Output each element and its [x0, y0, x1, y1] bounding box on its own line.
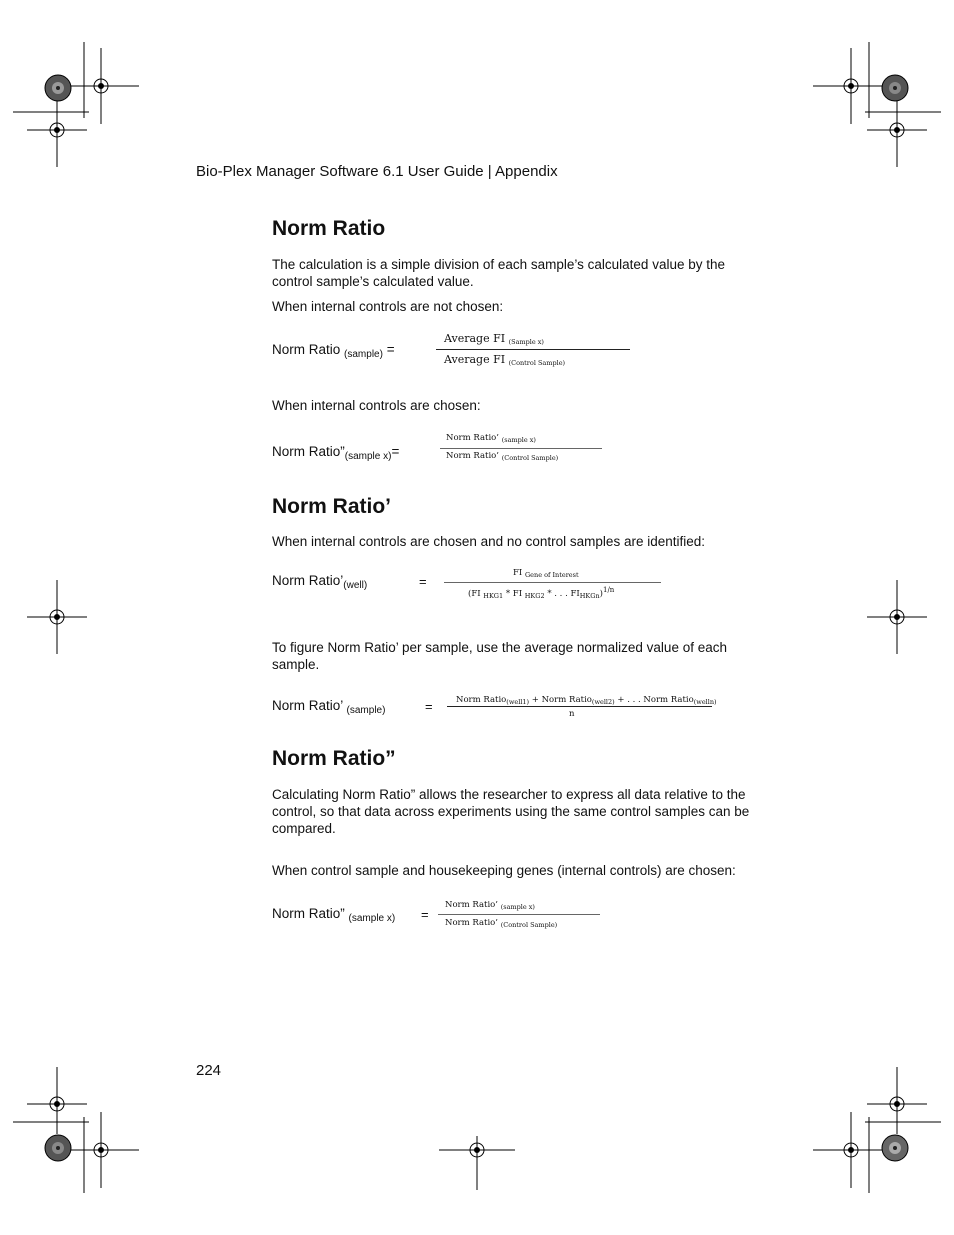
- formula2-label: [272, 444, 399, 462]
- formula1-fraction-bar: [436, 349, 630, 350]
- formula2-den-main: Norm Ratio’: [446, 451, 499, 461]
- formula3-den-exponent: 1/n: [603, 586, 615, 594]
- formula3-label-main: Norm Ratio’: [272, 573, 344, 588]
- formula4-equals: =: [425, 699, 433, 714]
- formula3-den-hkgn: HKGn: [579, 591, 600, 600]
- formula4-label-sub: (sample): [346, 705, 386, 716]
- formula1-den-sub: (Control Sample): [508, 359, 566, 367]
- heading-norm-ratio: Norm Ratio: [272, 217, 386, 240]
- formula4-num-a-sub: (well1): [506, 698, 530, 706]
- norm-ratio-double-intro: Calculating Norm Ratio” allows the researcher to express all data relative to the control, so that data across experiments using the same control samples can be compared.: [272, 787, 750, 836]
- registration-targets: [27, 48, 927, 1190]
- formula2-equals: =: [391, 444, 400, 459]
- formula3-den-fi: FI: [570, 588, 580, 599]
- heading-norm-ratio-prime: Norm Ratio’: [272, 495, 392, 518]
- chosen-text: When internal controls are chosen:: [272, 398, 481, 413]
- formula4-num-a: Norm Ratio: [456, 695, 507, 705]
- formula2-fraction-bar: [440, 448, 602, 449]
- formula1-label-sub: (sample): [344, 349, 383, 360]
- formula3-numerator: [513, 568, 579, 579]
- formula3-num-main: FI: [513, 568, 523, 578]
- formula2-denominator: [446, 451, 558, 462]
- formula3-equals: =: [419, 574, 427, 589]
- formula1-den-main: Average FI: [444, 353, 506, 366]
- formula5-den-main: Norm Ratio’: [445, 918, 498, 928]
- formula3-den-dots: * . . .: [547, 588, 568, 599]
- formula3-den-open: (FI: [468, 588, 481, 599]
- formula3-label-sub: (well): [343, 580, 368, 591]
- formula4-fraction-bar: [447, 706, 712, 707]
- formula1-label-main: Norm Ratio: [272, 342, 341, 357]
- not-chosen-text: When internal controls are not chosen:: [272, 299, 504, 314]
- formula4-numerator: [456, 695, 717, 706]
- formula1-label: [272, 342, 395, 360]
- page-number: 224: [196, 1062, 222, 1079]
- formula2-label-main: Norm Ratio”: [272, 444, 345, 459]
- formula1-num-main: Average FI: [444, 332, 506, 345]
- formula5-label-sub: (sample x): [348, 913, 396, 924]
- formula4-label: [272, 698, 385, 716]
- formula2-num-sub: (sample x): [501, 436, 536, 444]
- norm-ratio-intro: The calculation is a simple division of each sample’s calculated value by the control sample’s calculated value.: [272, 257, 725, 289]
- formula5-equals: =: [421, 907, 429, 922]
- formula5-num-sub: (sample x): [500, 903, 535, 911]
- formula4-label-main: Norm Ratio’: [272, 698, 343, 713]
- formula2-label-sub: (sample x): [344, 451, 392, 462]
- norm-ratio-prime-intro: When internal controls are chosen and no control samples are identified:: [272, 534, 705, 549]
- formula5-num-main: Norm Ratio’: [445, 900, 498, 910]
- formula3-label: [272, 573, 367, 591]
- heading-norm-ratio-double-prime: Norm Ratio”: [272, 747, 396, 770]
- formula1-num-sub: (Sample x): [508, 338, 544, 346]
- formula3-den-hkg1: HKG1: [483, 591, 504, 600]
- formula3-num-sub: Gene of Interest: [524, 571, 579, 579]
- formula1-numerator: [444, 332, 544, 346]
- formula4-num-plus: + Norm Ratio: [531, 695, 592, 705]
- formula4-num-c-sub: (welln): [693, 698, 717, 706]
- formula5-label: [272, 906, 395, 924]
- formula3-den-hkg2: HKG2: [524, 591, 545, 600]
- formula3-denominator: [468, 586, 614, 600]
- formula4-num-b-sub: (well2): [591, 698, 615, 706]
- formula2-num-main: Norm Ratio’: [446, 433, 499, 443]
- running-header: Bio-Plex Manager Software 6.1 User Guide | Appendix: [196, 163, 558, 180]
- formula3-den-times: * FI: [505, 588, 523, 599]
- color-calibration-discs: [45, 75, 908, 1161]
- formula1-equals: =: [386, 342, 395, 357]
- both-chosen-text: When control sample and housekeeping genes (internal controls) are chosen:: [272, 863, 736, 878]
- formula4-denominator: n: [569, 709, 575, 719]
- formula4-num-dots: + . . . Norm Ratio: [617, 695, 694, 705]
- formula5-denominator: [445, 918, 557, 929]
- formula2-den-sub: (Control Sample): [501, 454, 559, 462]
- formula1-denominator: [444, 353, 565, 367]
- formula2-numerator: [446, 433, 536, 444]
- formula5-label-main: Norm Ratio”: [272, 906, 345, 921]
- per-sample-text: To figure Norm Ratio’ per sample, use the average normalized value of each sample.: [272, 640, 727, 672]
- formula5-numerator: [445, 900, 535, 911]
- formula5-den-sub: (Control Sample): [500, 921, 558, 929]
- formula3-den-close: ): [599, 588, 603, 599]
- formula5-fraction-bar: [438, 914, 600, 915]
- formula3-fraction-bar: [444, 582, 661, 583]
